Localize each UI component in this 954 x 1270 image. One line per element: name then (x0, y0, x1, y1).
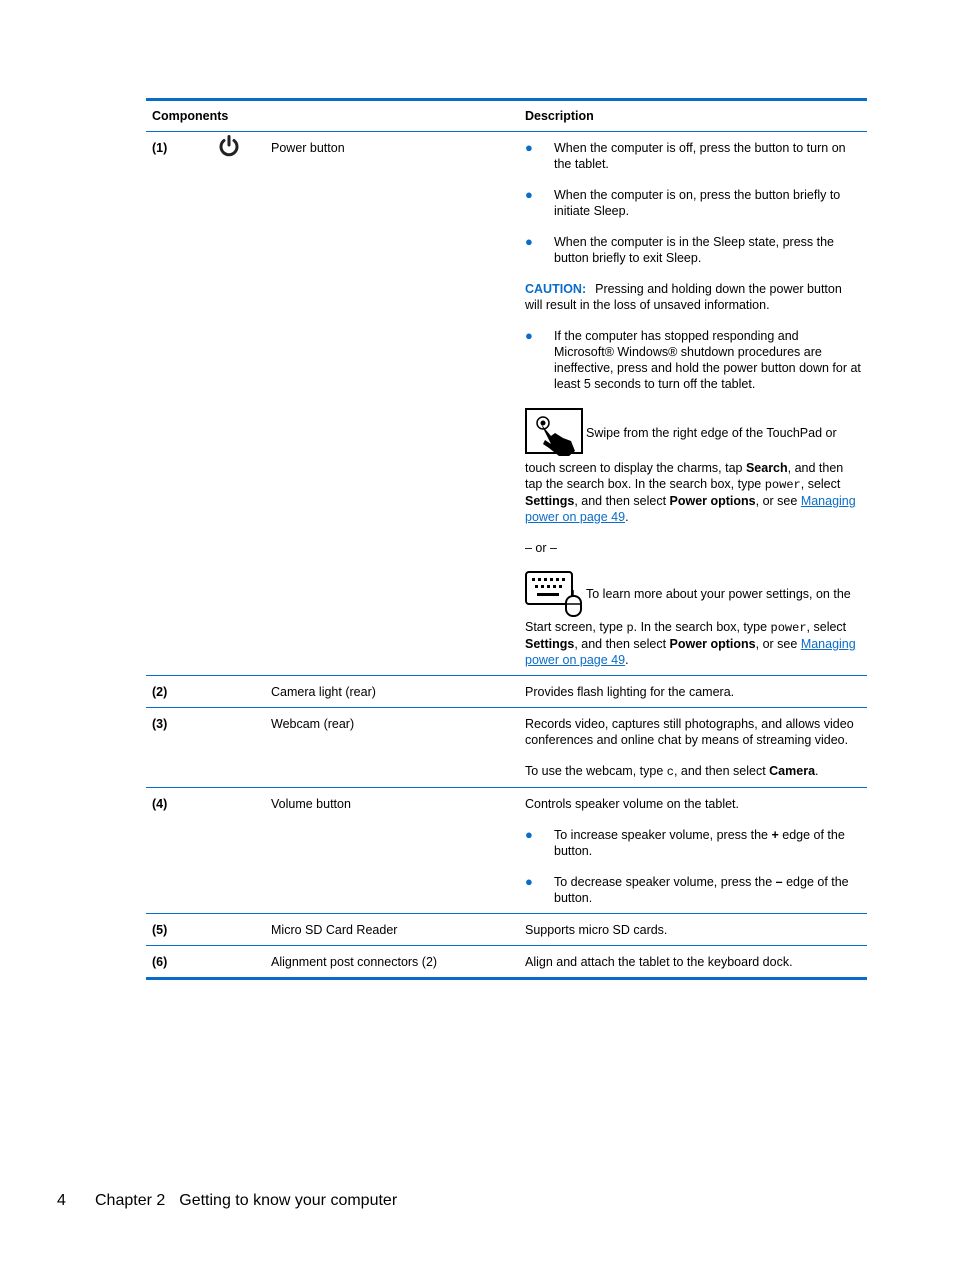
component-name: Webcam (rear) (271, 717, 355, 731)
swipe-text: touch screen to display the charms, tap Search, and then tap the search box. In the search box, type power, select Settings, and then select Power options, or see Managing power on page 49. (525, 461, 856, 524)
chapter-title: Getting to know your computer (179, 1192, 398, 1209)
component-name: Camera light (rear) (271, 685, 376, 699)
row-description: Supports micro SD cards. (525, 923, 668, 937)
row-description (525, 132, 861, 675)
table-row (146, 788, 867, 914)
swipe-instruction: Swipe from the right edge of the TouchPad or (525, 408, 861, 458)
row-number: (3) (152, 717, 168, 731)
bullet-icon: ● (525, 874, 533, 889)
table-row (146, 132, 867, 676)
component-name: Alignment post connectors (2) (271, 955, 438, 969)
row-description: Align and attach the tablet to the keyboard dock. (525, 955, 793, 969)
component-name: Volume button (271, 797, 351, 811)
page-number: 4 (57, 1192, 66, 1209)
row-description: Controls speaker volume on the tablet. ● To increase speaker volume, press the + edge of the button. ● To decrease speaker volume, press the – edge of the button. (525, 788, 861, 913)
list-item: ● When the computer is on, press the button briefly to initiate Sleep. (525, 187, 841, 218)
managing-power-link[interactable]: Managing power on page 49 (525, 637, 856, 667)
list-item: ● To decrease speaker volume, press the – edge of the button. (525, 874, 849, 905)
keyboard-mouse-icon (525, 571, 583, 617)
row-number: (2) (152, 685, 168, 699)
bullet-icon: ● (525, 140, 533, 155)
keyboard-text: Start screen, type p. In the search box, type power, select Settings, and then select Power options, or see Managing power on page 49. (525, 620, 856, 667)
bullet-icon: ● (525, 234, 533, 249)
table-row (146, 914, 867, 946)
components-table (146, 98, 867, 980)
or-separator: – or – (525, 541, 557, 555)
table-row (146, 676, 867, 708)
header-components: Components (152, 109, 229, 123)
list-item: ● If the computer has stopped responding and Microsoft® Windows® shutdown procedures are ineffective, press and hold the power button down for at least 5 seconds to turn off the tablet. (525, 328, 861, 391)
caution-note: CAUTION: Pressing and holding down the power button will result in the loss of unsaved information. (525, 282, 842, 312)
table-row (146, 946, 867, 977)
row-number: (1) (152, 141, 168, 155)
list-item: ● When the computer is off, press the button to turn on the tablet. (525, 140, 846, 171)
bullet-icon: ● (525, 827, 533, 842)
bullet-icon: ● (525, 187, 533, 202)
touch-gesture-icon (525, 408, 583, 458)
component-name: Power button (271, 141, 345, 155)
keyboard-instruction: To learn more about your power settings, on the (525, 571, 861, 617)
table-header (146, 101, 867, 132)
row-description: Provides flash lighting for the camera. (525, 685, 735, 699)
header-description: Description (525, 109, 594, 123)
page-footer (57, 1191, 397, 1211)
chapter-label: Chapter 2 (95, 1192, 166, 1209)
row-number: (6) (152, 955, 168, 969)
table-row (146, 708, 867, 788)
component-name: Micro SD Card Reader (271, 923, 398, 937)
row-description: Records video, captures still photographs, and allows video conferences and online chat by means of streaming video. To use the webcam, type c, and then select Camera. (525, 717, 854, 779)
list-item: ● To increase speaker volume, press the + edge of the button. (525, 827, 845, 858)
row-number: (4) (152, 797, 168, 811)
managing-power-link[interactable]: Managing power on page 49 (525, 494, 856, 524)
bullet-icon: ● (525, 328, 533, 343)
list-item: ● When the computer is in the Sleep state, press the button briefly to exit Sleep. (525, 234, 835, 265)
row-number: (5) (152, 923, 168, 937)
caution-label: CAUTION: (525, 282, 587, 296)
